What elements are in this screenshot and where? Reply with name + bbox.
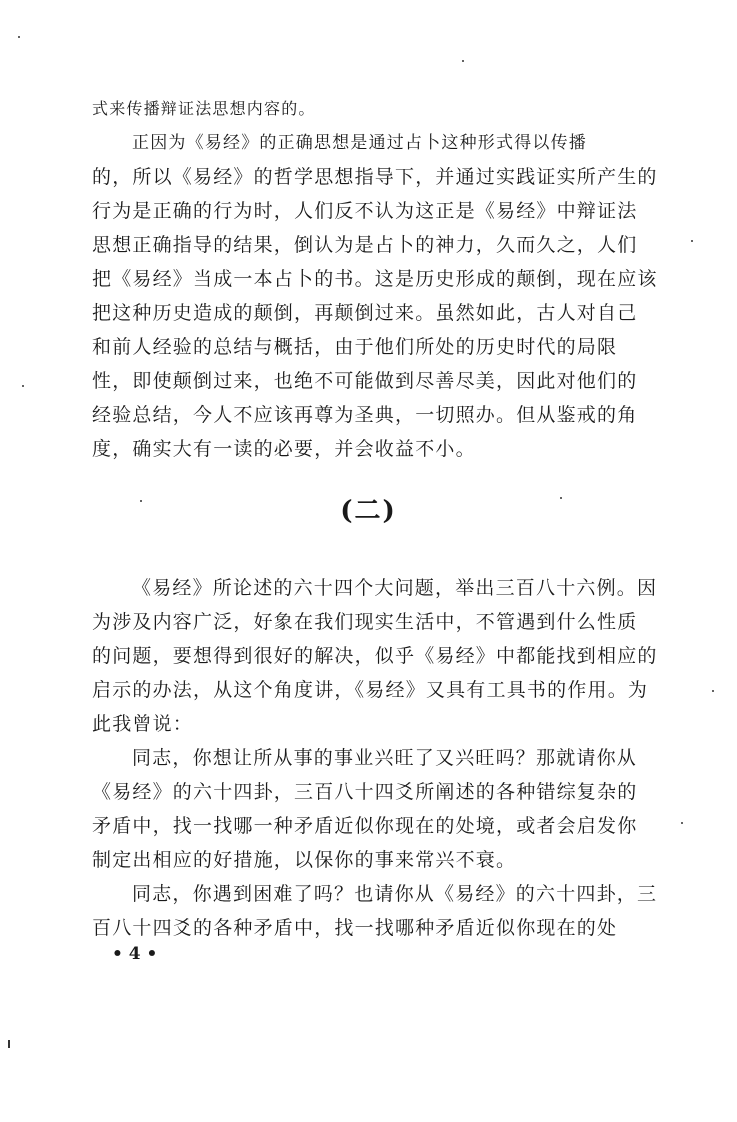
paragraph-2-line: 思想正确指导的结果，倒认为是占卜的神力，久而久之，人们 [92, 234, 638, 256]
paragraph-3-line: 的问题，要想得到很好的解决，似乎《易经》中都能找到相应的 [92, 645, 658, 667]
scan-speck [22, 385, 24, 387]
scan-speck [691, 240, 693, 242]
paragraph-5-line: 百八十四爻的各种矛盾中，找一找哪种矛盾近似你现在的处 [92, 917, 618, 939]
paragraph-2-line: 性，即使颠倒过来，也绝不可能做到尽善尽美，因此对他们的 [92, 370, 638, 392]
paragraph-3-line: 《易经》所论述的六十四个大问题，举出三百八十六例。因 [132, 577, 658, 599]
paragraph-2-line: 经验总结，今人不应该再尊为圣典，一切照办。但从鉴戒的角 [92, 404, 638, 426]
continuation-line: 式来传播辩证法思想内容的。 [92, 99, 316, 118]
paragraph-3-line: 此我曾说： [92, 713, 194, 735]
paragraph-4-line: 同志，你想让所从事的事业兴旺了又兴旺吗？那就请你从 [132, 747, 638, 769]
paragraph-4-line: 矛盾中，找一找哪一种矛盾近似你现在的处境，或者会启发你 [92, 815, 638, 837]
scan-speck [681, 822, 683, 824]
paragraph-3-line: 为涉及内容广泛，好象在我们现实生活中，不管遇到什么性质 [92, 611, 638, 633]
scan-speck [462, 60, 464, 62]
top-text-block [92, 92, 662, 466]
paragraph-2-line: 把这种历史造成的颠倒，再颠倒过来。虽然如此，古人对自己 [92, 302, 638, 324]
scan-speck [712, 690, 714, 692]
paragraph-2-line: 行为是正确的行为时，人们反不认为这正是《易经》中辩证法 [92, 200, 638, 222]
page-number: • 4 • [112, 944, 158, 964]
scan-speck [8, 1040, 10, 1048]
scan-speck [18, 36, 20, 38]
paragraph-2-line: 的，所以《易经》的哲学思想指导下，并通过实践证实所产生的 [92, 166, 658, 188]
scan-speck [140, 500, 142, 502]
paragraph-4-line: 制定出相应的好措施，以保你的事来常兴不衰。 [92, 849, 517, 871]
scan-speck [560, 497, 562, 499]
paragraph-4-line: 《易经》的六十四卦，三百八十四爻所阐述的各种错综复杂的 [92, 781, 638, 803]
paragraph-2-line: 把《易经》当成一本占卜的书。这是历史形成的颠倒，现在应该 [92, 268, 658, 290]
paragraph-2-line: 度，确实大有一读的必要，并会收益不小。 [92, 438, 476, 460]
section-heading: (二) [340, 496, 397, 526]
lower-text-block [92, 571, 662, 945]
paragraph-5-line: 同志，你遇到困难了吗？也请你从《易经》的六十四卦，三 [132, 883, 658, 905]
paragraph-2-line: 和前人经验的总结与概括，由于他们所处的历史时代的局限 [92, 336, 618, 358]
paragraph-3-line: 启示的办法，从这个角度讲，《易经》又具有工具书的作用。为 [92, 679, 649, 701]
paragraph-2-line: 正因为《易经》的正确思想是通过占卜这种形式得以传播 [132, 133, 587, 153]
